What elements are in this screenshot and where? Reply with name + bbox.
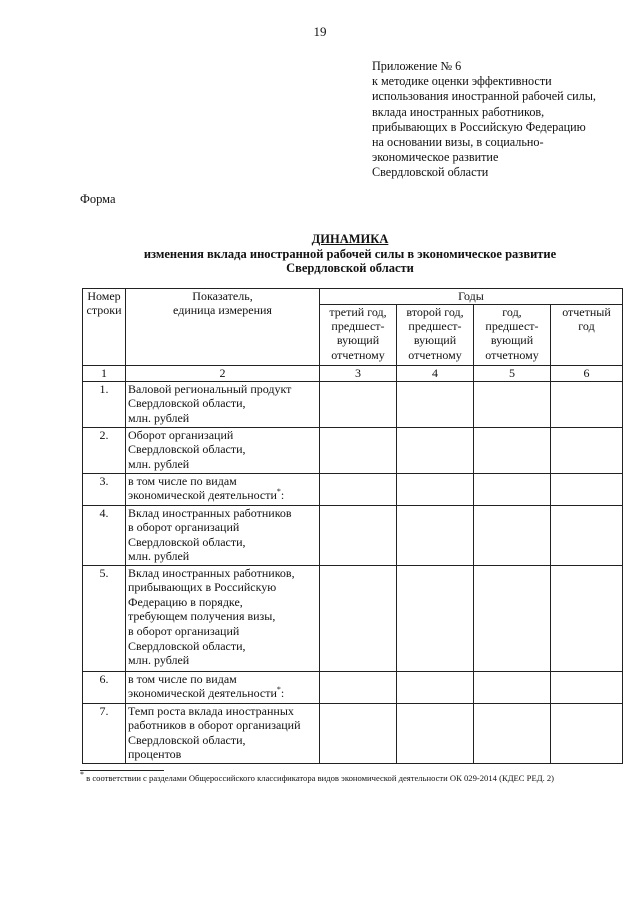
value-cell [397,427,474,473]
header-text: год, [502,305,522,319]
value-cell [551,565,623,671]
header-text: отчетный [562,305,611,319]
table-row [83,565,623,671]
row-label-line: в оборот организаций [128,623,240,638]
header-year-report [551,305,623,366]
footnote-marker: * [80,770,84,780]
table-row [83,505,623,565]
row-label-line: млн. рублей [128,549,190,564]
appendix-line: использования иностранной рабочей силы, [372,89,596,104]
row-label-line: Федерацию в порядке, [128,594,243,609]
header-text: отчетному [485,347,539,362]
row-number: 5. [83,565,126,671]
footnote-text: в соответствии с разделами Общероссийского классификатора видов экономической деятельности ОК 029-2014 (КДЕС РЕД. 2) [84,773,555,783]
footnote-marker: * [276,685,281,695]
header-text: год [578,319,595,334]
document-title [60,232,640,276]
header-text: единица измерения [173,303,272,318]
row-number: 3. [83,473,126,505]
col-number: 6 [551,366,623,382]
header-text: предшест- [331,319,385,334]
row-label-line: Валовой региональный продукт [128,381,292,396]
header-text: отчетному [408,347,462,362]
value-cell [397,565,474,671]
row-label-text: экономической деятельности [128,488,277,503]
header-text: предшест- [408,319,462,334]
value-cell [320,473,397,505]
table-row [83,473,623,505]
row-label-line: млн. рублей [128,653,190,668]
table-row [83,381,623,427]
appendix-line: на основании визы, в социально- [372,135,544,150]
header-text: второй год, [406,305,464,319]
header-text: Показатель, [192,289,253,303]
appendix-line: экономическое развитие [372,150,499,165]
row-label-line: Свердловской области, [128,534,246,549]
row-label-line: Вклад иностранных работников, [128,565,295,580]
row-label-line: в том числе по видам [128,473,237,488]
title-line: ДИНАМИКА [311,232,389,246]
header-text: третий год, [329,305,387,319]
row-label [126,381,320,427]
value-cell [474,381,551,427]
col-number: 1 [83,366,126,382]
appendix-line: Приложение № 6 [372,59,462,73]
header-text: предшест- [485,319,539,334]
appendix-line: Свердловской области [372,165,489,180]
value-cell [551,381,623,427]
title-line: изменения вклада иностранной рабочей силы в экономическое развитие [143,246,557,261]
header-text: вующий [490,333,534,348]
col-number: 5 [474,366,551,382]
row-label [126,671,320,703]
dynamics-table [82,288,623,764]
footnote [80,770,555,783]
appendix-header [372,59,632,181]
row-number: 1. [83,381,126,427]
row-label-line: прибывающих в Российскую [128,580,277,595]
row-label-line: Вклад иностранных работников [128,505,292,520]
row-label [126,505,320,565]
appendix-line: к методике оценки эффективности [372,74,552,89]
value-cell [397,671,474,703]
form-label: Форма [80,192,116,206]
footnote-divider [80,770,164,771]
header-text: отчетному [331,347,385,362]
value-cell [474,505,551,565]
header-text: вующий [413,333,457,348]
col-number: 4 [397,366,474,382]
value-cell [551,703,623,763]
header-row-number [83,289,126,366]
row-label-line: Свердловской области, [128,638,246,653]
header-years: Годы [320,289,623,305]
row-number: 2. [83,427,126,473]
row-label-line: процентов [128,747,182,762]
table-row [83,671,623,703]
value-cell [320,703,397,763]
title-line: Свердловской области [286,261,414,275]
row-label-line [128,686,317,701]
row-number: 4. [83,505,126,565]
row-label-line: работников в оборот организаций [128,718,301,733]
row-label-suffix: : [280,488,285,503]
header-year-2 [397,305,474,366]
value-cell [320,671,397,703]
row-label-line: в том числе по видам [128,671,237,686]
appendix-line: вклада иностранных работников, [372,104,545,119]
row-label [126,473,320,505]
page-number: 19 [313,24,327,39]
header-indicator [126,289,320,366]
value-cell [474,703,551,763]
value-cell [320,427,397,473]
row-label [126,427,320,473]
row-label-line: Оборот организаций [128,427,234,442]
row-label-suffix: : [280,686,285,701]
row-number: 7. [83,703,126,763]
row-label-line: Свердловской области, [128,442,246,457]
row-label-line: Свердловской области, [128,396,246,411]
value-cell [474,473,551,505]
row-label-line: Темп роста вклада иностранных [128,703,294,718]
col-number: 2 [126,366,320,382]
header-year-3 [320,305,397,366]
row-label-line: в оборот организаций [128,520,240,535]
row-label-line [128,488,317,503]
value-cell [551,505,623,565]
value-cell [320,505,397,565]
col-number: 3 [320,366,397,382]
value-cell [397,381,474,427]
row-label-line: млн. рублей [128,456,190,471]
footnote-marker: * [276,487,281,497]
table-row [83,703,623,763]
value-cell [551,427,623,473]
value-cell [474,565,551,671]
value-cell [551,671,623,703]
value-cell [397,505,474,565]
appendix-line: прибывающих в Российскую Федерацию [372,119,586,134]
header-text: вующий [336,333,380,348]
value-cell [397,473,474,505]
table-row [83,427,623,473]
value-cell [397,703,474,763]
row-number: 6. [83,671,126,703]
value-cell [320,565,397,671]
header-year-1 [474,305,551,366]
row-label-line: Свердловской области, [128,732,246,747]
row-label [126,565,320,671]
row-label-text: экономической деятельности [128,686,277,701]
header-text: Номер [87,289,121,303]
row-label [126,703,320,763]
header-text: строки [86,303,122,318]
value-cell [320,381,397,427]
row-label-line: млн. рублей [128,410,190,425]
value-cell [551,473,623,505]
value-cell [474,427,551,473]
value-cell [474,671,551,703]
row-label-line: требующем получения визы, [128,609,276,624]
